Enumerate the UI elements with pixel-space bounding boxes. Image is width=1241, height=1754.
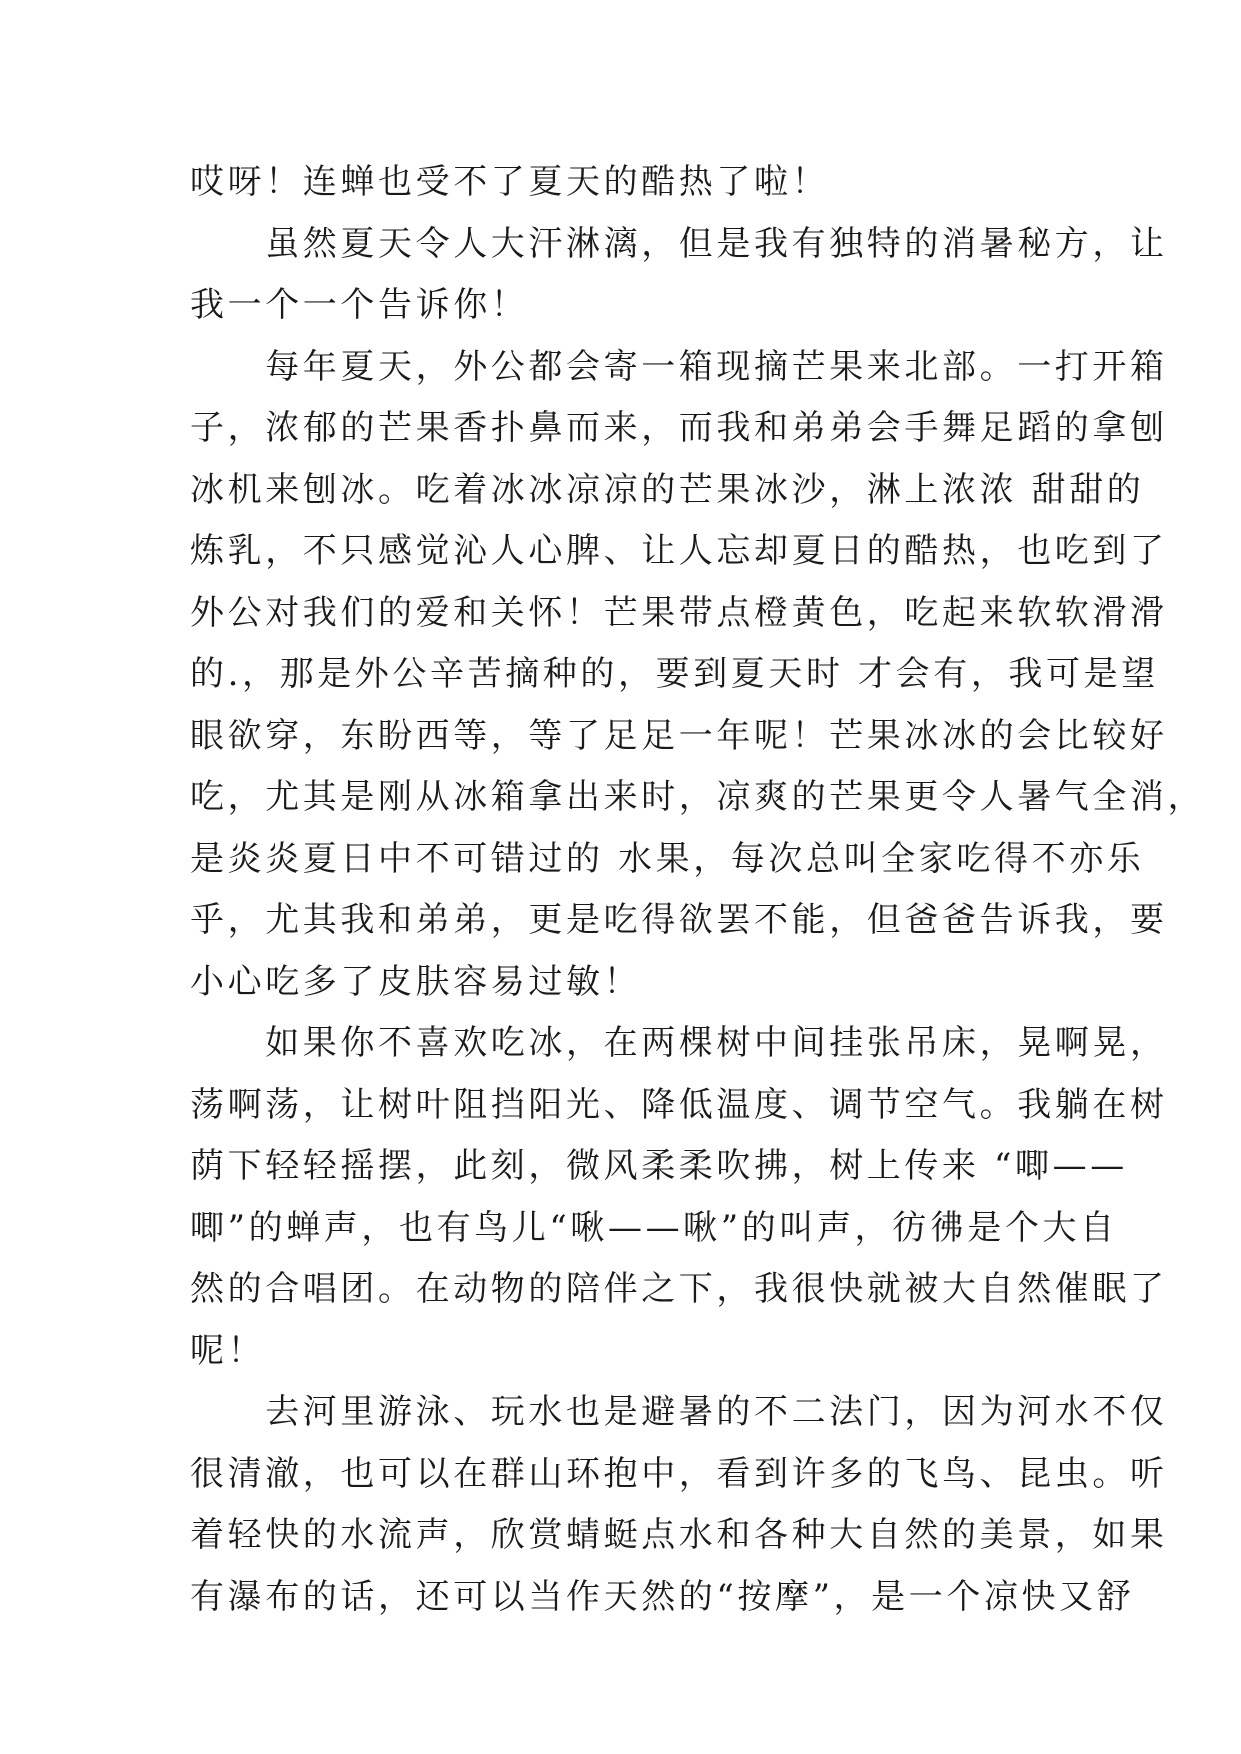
text-line: 很清澈，也可以在群山环抱中，看到许多的飞鸟、昆虫。听 (190, 1453, 1168, 1494)
text-line: 我一个一个告诉你！ (190, 285, 529, 325)
text-line: 然的合唱团。在动物的陪伴之下，我很快就被大自然催眠了 (190, 1269, 1168, 1309)
text-line: 冰机来刨冰。吃着冰冰凉凉的芒果冰沙，淋上浓浓 甜甜的 (190, 469, 1145, 510)
text-line: 唧”的蝉声，也有鸟儿“啾——啾”的叫声，彷彿是个大自 (190, 1207, 1118, 1248)
text-line: 虽然夏天令人大汗淋漓，但是我有独特的消暑秘方，让 (190, 223, 1168, 264)
text-line: 呢！ (190, 1330, 266, 1371)
text-line: 哎呀！连蝉也受不了夏天的酷热了啦！ (190, 162, 830, 202)
text-line: 子，浓郁的芒果香扑鼻而来，而我和弟弟会手舞足蹈的拿刨 (190, 408, 1168, 448)
text-line: 吃，尤其是刚从冰箱拿出来时，凉爽的芒果更令人暑气全消， (190, 777, 1206, 817)
document-body (190, 152, 1206, 1628)
text-line: 小心吃多了皮肤容易过敏！ (190, 961, 642, 1002)
text-line: 的.，那是外公辛苦摘种的，要到夏天时 才会有，我可是望 (190, 654, 1159, 694)
text-line: 如果你不喜欢吃冰，在两棵树中间挂张吊床，晃啊晃， (190, 1023, 1168, 1063)
text-line: 乎，尤其我和弟弟，更是吃得欲罢不能，但爸爸告诉我，要 (190, 900, 1168, 940)
text-line: 眼欲穿，东盼西等，等了足足一年呢！芒果冰冰的会比较好 (190, 715, 1168, 756)
text-line: 炼乳，不只感觉沁人心脾、让人忘却夏日的酷热，也吃到了 (190, 531, 1168, 571)
text-line: 着轻快的水流声，欣赏蜻蜓点水和各种大自然的美景，如果 (190, 1515, 1168, 1555)
text-line: 是炎炎夏日中不可错过的 水果，每次总叫全家吃得不亦乐 (190, 838, 1145, 879)
text-line: 有瀑布的话，还可以当作天然的“按摩”，是一个凉快又舒 (190, 1576, 1135, 1617)
text-line: 去河里游泳、玩水也是避暑的不二法门，因为河水不仅 (190, 1392, 1168, 1432)
text-line: 每年夏天，外公都会寄一箱现摘芒果来北部。一打开箱 (190, 346, 1168, 387)
text-line: 外公对我们的爱和关怀！芒果带点橙黄色，吃起来软软滑滑 (190, 592, 1168, 633)
text-line: 荡啊荡，让树叶阻挡阳光、降低温度、调节空气。我躺在树 (190, 1084, 1168, 1125)
text-line: 荫下轻轻摇摆，此刻，微风柔柔吹拂，树上传来 “唧—— (190, 1146, 1128, 1186)
